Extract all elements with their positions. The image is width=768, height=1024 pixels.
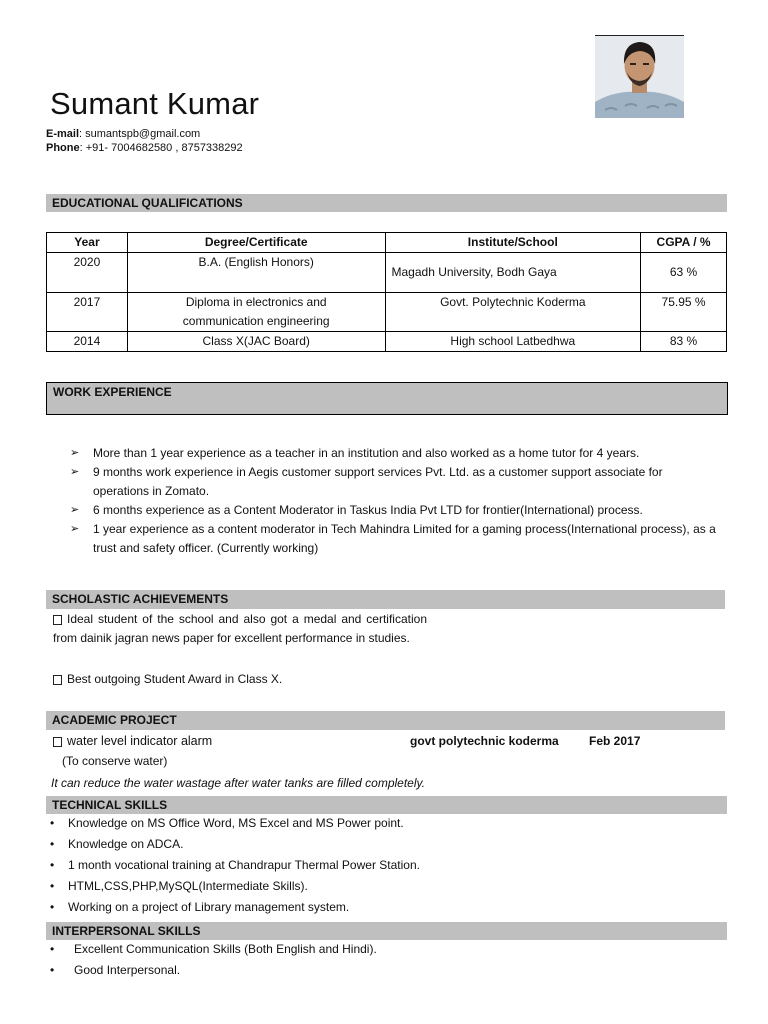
section-heading-work: WORK EXPERIENCE	[46, 382, 728, 415]
cell-degree-line: communication engineering	[182, 314, 330, 328]
project-subtitle: (To conserve water)	[62, 754, 168, 768]
phone-value: : +91- 7004682580 , 8757338292	[79, 142, 243, 154]
list-item-text: HTML,CSS,PHP,MySQL(Intermediate Skills).	[68, 879, 308, 893]
bullet-icon: •	[50, 900, 55, 914]
table-header-row	[47, 233, 727, 253]
achievement-text: Ideal student of the school and also got a medal and certification from dainik jagran news paper for excellent performance in studies.	[53, 612, 427, 645]
arrow-bullet-icon: ➢	[70, 447, 80, 459]
list-item-text: More than 1 year experience as a teacher in an institution and also worked as a home tutor for 4 years.	[93, 446, 640, 460]
candidate-name: Sumant Kumar	[50, 86, 260, 121]
list-item	[70, 501, 720, 520]
list-item	[70, 520, 720, 558]
project-date: Feb 2017	[589, 734, 641, 748]
list-item-text: 9 months work experience in Aegis customer support services Pvt. Ltd. as a customer support associate for operations in Zomato.	[93, 465, 663, 498]
list-item-text: Working on a project of Library management system.	[68, 900, 350, 914]
checkbox-square-icon	[53, 675, 62, 685]
checkbox-square-icon	[53, 615, 62, 625]
list-item	[48, 897, 718, 918]
table-row	[47, 253, 727, 293]
cell-degree-line: Diploma in electronics and	[185, 295, 327, 309]
column-header-institute: Institute/School	[385, 233, 641, 253]
cell-year: 2020	[47, 253, 128, 293]
list-item-text: 1 year experience as a content moderator in Tech Mahindra Limited for a gaming process(International process), as a trust and safety officer. (Currently working)	[93, 522, 716, 555]
bullet-icon: •	[50, 879, 55, 893]
cell-institute: Magadh University, Bodh Gaya	[385, 253, 641, 293]
cell-institute: High school Latbedhwa	[385, 332, 641, 352]
table-row	[47, 332, 727, 352]
column-header-degree: Degree/Certificate	[127, 233, 385, 253]
bullet-icon: •	[50, 837, 55, 851]
cell-degree: Class X(JAC Board)	[127, 332, 385, 352]
cell-degree	[127, 293, 385, 332]
table-row	[47, 293, 727, 332]
column-header-year: Year	[47, 233, 128, 253]
cell-year: 2014	[47, 332, 128, 352]
cell-score: 75.95 %	[641, 293, 727, 332]
list-item	[48, 876, 718, 897]
checkbox-square-icon	[53, 737, 62, 747]
cell-institute: Govt. Polytechnic Koderma	[385, 293, 641, 332]
list-item	[48, 960, 718, 981]
list-item	[48, 813, 718, 834]
arrow-bullet-icon: ➢	[70, 523, 80, 535]
achievement-item	[53, 610, 427, 648]
project-institute: govt polytechnic koderma	[410, 734, 559, 748]
cell-year: 2017	[47, 293, 128, 332]
interpersonal-skills-list	[48, 939, 718, 981]
profile-photo	[595, 35, 684, 118]
bullet-icon: •	[50, 816, 55, 830]
cell-score: 63 %	[641, 253, 727, 293]
education-table	[46, 232, 727, 352]
email-value: : sumantspb@gmail.com	[79, 128, 201, 140]
phone-label: Phone	[46, 142, 80, 154]
cell-degree: B.A. (English Honors)	[127, 253, 385, 293]
arrow-bullet-icon: ➢	[70, 466, 80, 478]
list-item	[48, 939, 718, 960]
section-heading-project: ACADEMIC PROJECT	[46, 711, 725, 730]
column-header-score: CGPA / %	[641, 233, 727, 253]
bullet-icon: •	[50, 858, 55, 872]
list-item-text: Knowledge on MS Office Word, MS Excel and MS Power point.	[68, 816, 404, 830]
list-item-text: Excellent Communication Skills (Both English and Hindi).	[74, 942, 377, 956]
list-item	[70, 444, 720, 463]
email-label: E-mail	[46, 128, 80, 140]
achievement-item	[53, 670, 433, 689]
profile-photo-image	[595, 36, 684, 118]
project-title: water level indicator alarm	[67, 734, 213, 748]
work-experience-list	[70, 444, 720, 558]
section-heading-interpersonal: INTERPERSONAL SKILLS	[46, 922, 727, 940]
bullet-icon: •	[50, 963, 55, 977]
list-item-text: 6 months experience as a Content Moderator in Taskus India Pvt LTD for frontier(International) process.	[93, 503, 643, 517]
technical-skills-list	[48, 813, 718, 918]
phone-line	[46, 141, 243, 155]
project-title-line	[53, 732, 212, 750]
project-description: It can reduce the water wastage after water tanks are filled completely.	[51, 776, 425, 790]
cell-score: 83 %	[641, 332, 727, 352]
list-item	[48, 855, 718, 876]
list-item	[70, 463, 720, 501]
list-item-text: Good Interpersonal.	[74, 963, 181, 977]
section-heading-education: EDUCATIONAL QUALIFICATIONS	[46, 194, 727, 212]
section-heading-scholastic: SCHOLASTIC ACHIEVEMENTS	[46, 590, 725, 609]
arrow-bullet-icon: ➢	[70, 504, 80, 516]
list-item-text: Knowledge on ADCA.	[68, 837, 184, 851]
section-heading-technical: TECHNICAL SKILLS	[46, 796, 727, 814]
list-item	[48, 834, 718, 855]
bullet-icon: •	[50, 942, 55, 956]
list-item-text: 1 month vocational training at Chandrapur Thermal Power Station.	[68, 858, 420, 872]
achievement-text: Best outgoing Student Award in Class X.	[67, 672, 283, 686]
email-line	[46, 127, 200, 141]
